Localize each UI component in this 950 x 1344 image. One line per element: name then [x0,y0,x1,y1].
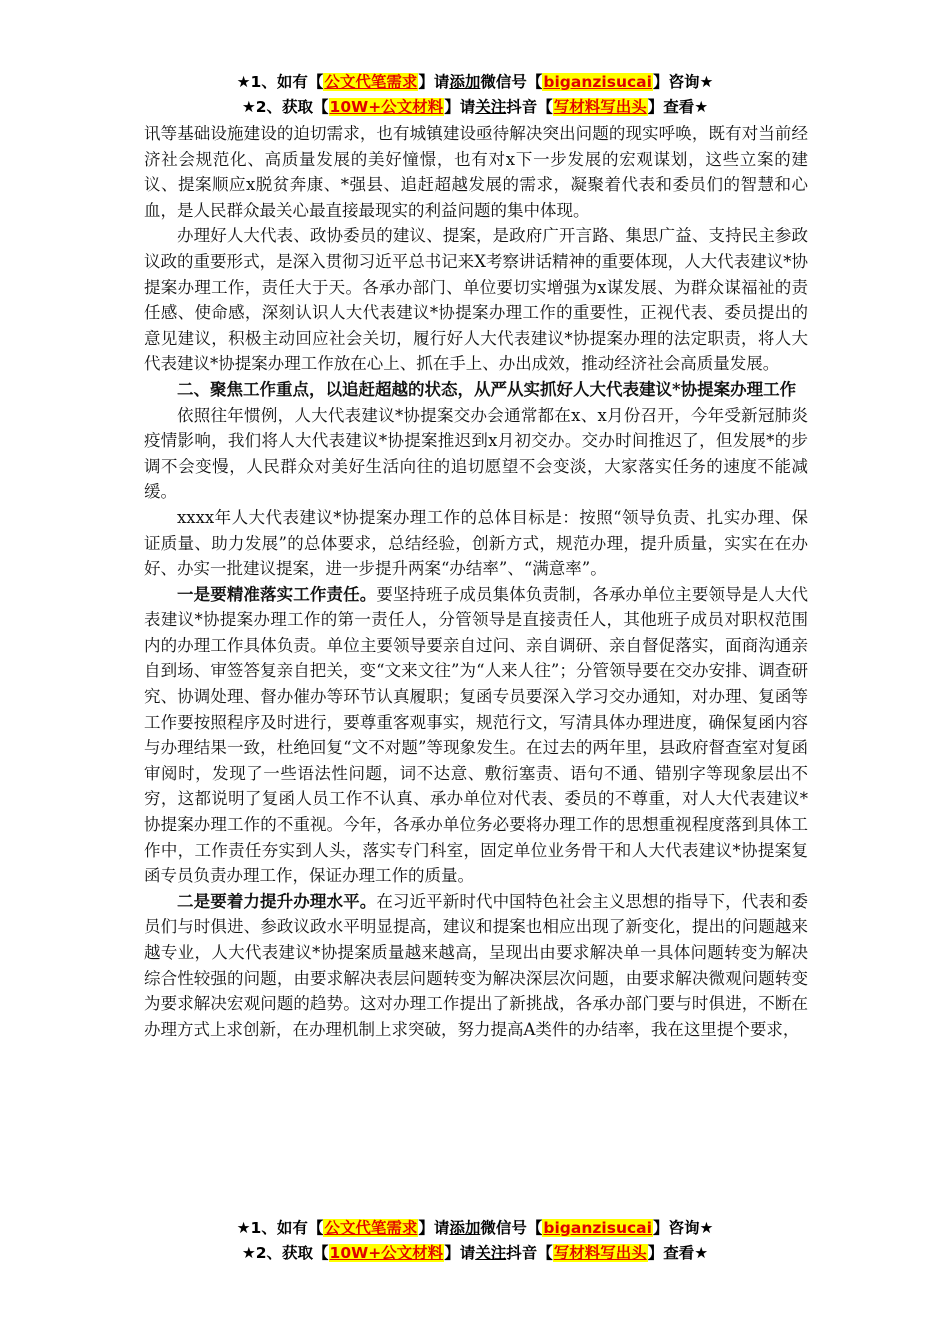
paragraph-6 [144,889,808,1043]
banner-text: 】查看★ [647,1244,709,1262]
paragraph-1: 讯等基础设施建设的迫切需求，也有城镇建设亟待解决突出问题的现实呼唤，既有对当前经济社会规范化、高质量发展的美好憧憬，也有对x下一步发展的宏观谋划，这些立案的建议、提案顺应x脱贫奔康、*强县、追赶超越发展的需求，凝聚着代表和委员们的智慧和心血，是人民群众最关心最直接最现实的利益问题的集中体现。 [144,124,808,220]
banner-text: 抖音【 [506,1244,553,1262]
banner-line-1 [0,70,950,95]
banner-text: 微信号【 [480,1219,543,1237]
paragraph-5-lead: 一是要精准落实工作责任。 [177,584,377,604]
banner-text: 】查看★ [647,98,709,116]
banner-text: 】请 [444,98,476,116]
paragraph-3: 依照往年惯例，人大代表建议*协提案交办会通常都在x、x月份召开，今年受新冠肺炎疫情影响，我们将人大代表建议*协提案推迟到x月初交办。交办时间推迟了，但发展*的步调不会变慢，人民群众对美好生活向往的追切愿望不会变淡，大家落实任务的速度不能减缓。 [144,405,808,502]
banner-highlight: 10W+公文材料 [329,98,444,116]
paragraph-5-text: 要坚持班子成员集体负责制，各承办单位主要领导是人大代表建议*协提案办理工作的第一责任人，分管领导是直接责任人，其他班子成员对职权范围内的办理工作具体负责。单位主要领导要亲自过问、亲自调研、亲自督促落实，面商沟通亲自到场、审签答复亲自把关，变“文来文往”为“人来人往”；分管领导要在交办安排、调查研究、协调处理、督办催办等环节认真履职；复函专员要深入学习交办通知，对办理、复函等工作要按照程序及时进行，要尊重客观事实，规范行文，写清具体办理进度，确保复函内容与办理结果一致，杜绝回复“文不对题”等现象发生。在过去的两年里，县政府督查室对复函审阅时，发现了一些语法性问题，词不达意、敷衍塞责、语句不通、错别字等现象层出不穷，这都说明了复函人员工作不认真、承办单位对代表、委员的不尊重，对人大代表建议*协提案办理工作的不重视。今年，各承办单位务必要将办理工作的思想重视程度落到具体工作中，工作责任夯实到人头，落实专门科室，固定单位业务骨干和人大代表建议*协提案复函专员负责办理工作，保证办理工作的质量。 [144,584,809,886]
banner-text: 抖音【 [506,98,553,116]
section-heading-2: 二、聚焦工作重点，以追赶超越的状态，从严从实抓好人大代表建议*协提案办理工作 [177,379,797,399]
banner-text: ★1、如有【 [236,1219,324,1237]
paragraph-5 [144,582,808,889]
paragraph-4: xxxx年人大代表建议*协提案办理工作的总体目标是：按照“领导负责、扎实办理、保证质量、助力发展”的总体要求，总结经验，创新方式，规范办理，提升质量，实实在在办好、办实一批建议提案，进一步提升两案“办结率”、“满意率”。 [144,507,808,579]
banner-text: ★2、获取【 [241,1244,329,1262]
banner-text: 】请 [418,73,450,91]
banner-text: ★2、获取【 [241,98,329,116]
banner-highlight: 公文代笔需求 [324,1219,418,1237]
banner-text: 】咨询★ [652,1219,714,1237]
footer-banner [0,1216,950,1266]
banner-line-1 [0,1216,950,1241]
banner-text: 】咨询★ [652,73,714,91]
douyin-id-highlight: 写材料写出头 [553,1244,647,1262]
banner-underlined: 关注 [475,98,507,116]
wechat-id-highlight: biganzisucai [543,1219,652,1237]
document-body [144,121,808,1042]
banner-underlined: 关注 [475,1244,507,1262]
banner-text: 】请 [418,1219,450,1237]
paragraph-6-lead: 二是要着力提升办理水平。 [177,891,377,911]
banner-underlined: 添加 [449,1219,481,1237]
paragraph-2: 办理好人大代表、政协委员的建议、提案，是政府广开言路、集思广益、支持民主参政议政的重要形式，是深入贯彻习近平总书记来X考察讲话精神的重要体现，人大代表建议*协提案办理工作，责任大于天。各承办部门、单位要切实增强为x谋发展、为群众谋福祉的责任感、使命感，深刻认识人大代表建议*协提案办理工作的重要性，正视代表、委员提出的意见建议，积极主动回应社会关切，履行好人大代表建议*协提案办理的法定职责，将人大代表建议*协提案办理工作放在心上、抓在手上、办出成效，推动经济社会高质量发展。 [144,226,808,374]
banner-text: ★1、如有【 [236,73,324,91]
banner-highlight: 公文代笔需求 [324,73,418,91]
banner-text: 】请 [444,1244,476,1262]
banner-text: 微信号【 [480,73,543,91]
douyin-id-highlight: 写材料写出头 [553,98,647,116]
banner-line-2 [0,1241,950,1266]
header-banner [0,70,950,120]
banner-underlined: 添加 [449,73,481,91]
banner-highlight: 10W+公文材料 [329,1244,444,1262]
banner-line-2 [0,95,950,120]
paragraph-6-text: 在习近平新时代中国特色社会主义思想的指导下，代表和委员们与时俱进、参政议政水平明显提高，建议和提案也相应出现了新变化，提出的问题越来越专业，人大代表建议*协提案质量越来越高，呈现出由要求解决单一具体问题转变为解决综合性较强的问题，由要求解决表层问题转变为解决深层次问题，由要求解决微观问题转变为要求解决宏观问题的趋势。这对办理工作提出了新挑战，各承办部门要与时俱进，不断在办理方式上求创新，在办理机制上求突破，努力提高A类件的办结率，我在这里提个要求， [144,891,809,1039]
wechat-id-highlight: biganzisucai [543,73,652,91]
